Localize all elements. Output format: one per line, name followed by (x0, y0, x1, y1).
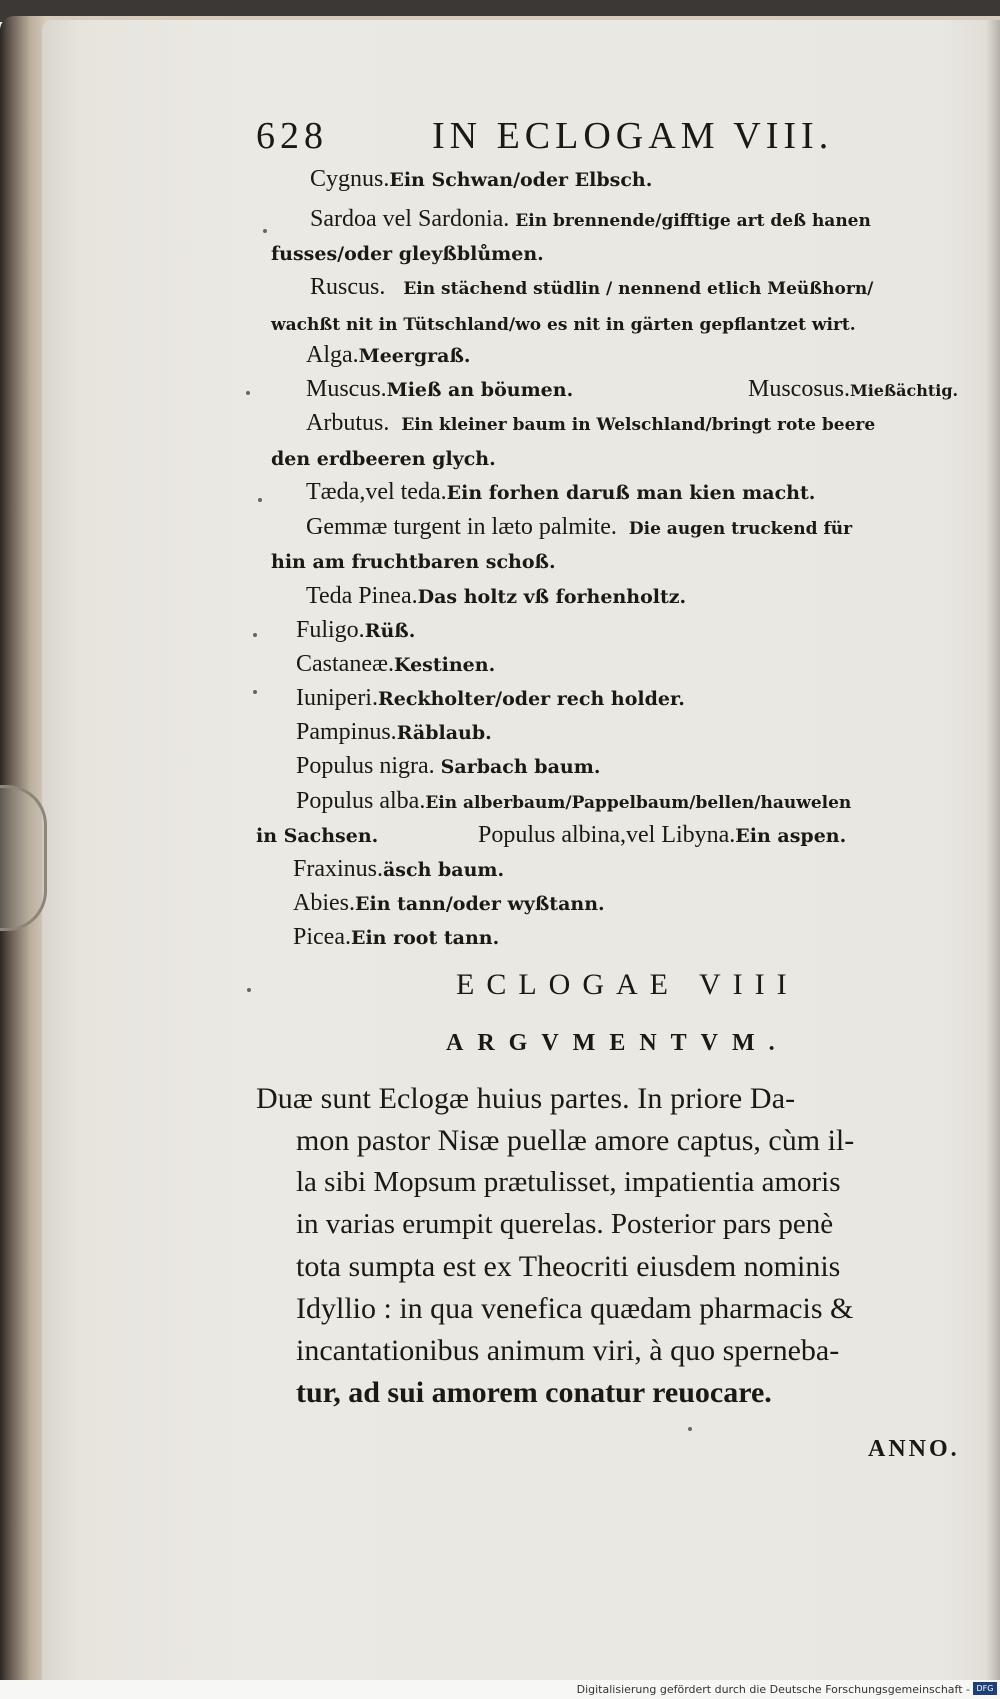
glossary-entry: Populus albina,vel Libyna.Ein aspen. (478, 822, 847, 848)
glossary-entry: den erdbeeren glych. (271, 448, 496, 470)
glossary-entry: Picea.Ein root tann. (293, 924, 500, 950)
glossary-entry: in Sachsen. (256, 825, 379, 847)
argument-line: Idyllio : in qua venefica quædam pharmacis & (296, 1292, 854, 1325)
section-title: ECLOGAE VIII (456, 968, 799, 1001)
page-number: 628 (256, 115, 328, 157)
running-title: IN ECLOGAM VIII. (432, 115, 834, 157)
argument-line: mon pastor Nisæ puellæ amore captus, cùm il- (296, 1124, 855, 1157)
glossary-entry: Populus nigra. Sarbach baum. (296, 753, 601, 779)
glossary-entry: Arbutus. Ein kleiner baum in Welschland/bringt rote beere (306, 410, 876, 436)
glossary-entry: Ruscus. Ein stächend stüdlin / nennend etlich Meüßhorn/ (310, 274, 874, 300)
paper-page (42, 20, 1000, 1680)
glossary-entry: Gemmæ turgent in læto palmite. Die augen truckend für (306, 514, 853, 540)
glossary-entry: Fuligo.Rüß. (296, 617, 416, 643)
dfg-logo: DFG (973, 1682, 997, 1695)
bleed-mark (247, 988, 251, 992)
glossary-entry: Tæda,vel teda.Ein forhen daruß man kien macht. (306, 479, 816, 505)
argument-line: incantationibus animum viri, à quo sperneba- (296, 1334, 840, 1367)
glossary-entry: Muscus.Mieß an böumen. (306, 376, 574, 402)
glossary-entry: Pampinus.Räblaub. (296, 719, 492, 745)
bleed-mark (258, 498, 262, 502)
argument-line: la sibi Mopsum prætulisset, impatientia amoris (296, 1166, 841, 1198)
digitization-footer (0, 1680, 1000, 1699)
gutter-shadow (986, 20, 1000, 1680)
argument-line: tur, ad sui amorem conatur reuocare. (296, 1376, 772, 1409)
catchword: ANNO. (868, 1436, 960, 1462)
page-clip (0, 785, 47, 931)
glossary-entry: Castaneæ.Kestinen. (296, 651, 496, 677)
glossary-entry: Alga.Meergraß. (306, 342, 471, 368)
glossary-entry: Iuniperi.Reckholter/oder rech holder. (296, 685, 685, 711)
bleed-mark (688, 1427, 692, 1431)
footer-credit: Digitalisierung gefördert durch die Deutsche Forschungsgemeinschaft - (576, 1683, 970, 1696)
glossary-entry: Fraxinus.äsch baum. (293, 856, 505, 882)
argument-line: in varias erumpit querelas. Posterior pars penè (296, 1208, 834, 1240)
argument-line: tota sumpta est ex Theocriti eiusdem nominis (296, 1250, 841, 1283)
glossary-entry: fusses/oder gleyßblůmen. (271, 243, 544, 265)
glossary-entry: hin am fruchtbaren schoß. (271, 551, 556, 573)
bleed-mark (263, 229, 267, 233)
argument-line: Duæ sunt Eclogæ huius partes. In priore Da- (256, 1082, 796, 1115)
section-subtitle: ARGVMENTVM. (446, 1030, 789, 1056)
glossary-entry: Cygnus.Ein Schwan/oder Elbsch. (310, 166, 653, 192)
bleed-mark (253, 690, 257, 694)
bleed-mark (253, 633, 257, 637)
glossary-entry: Muscosus.Mießächtig. (748, 376, 959, 402)
bleed-mark (246, 391, 250, 395)
glossary-entry: wachßt nit in Tütschland/wo es nit in gärten gepflantzet wirt. (271, 315, 856, 335)
glossary-entry: Sardoa vel Sardonia. Ein brennende/gifftige art deß hanen (310, 206, 871, 232)
glossary-entry: Abies.Ein tann/oder wyßtann. (293, 890, 605, 916)
glossary-entry: Teda Pinea.Das holtz vß forhenholtz. (306, 583, 687, 609)
glossary-entry: Populus alba.Ein alberbaum/Pappelbaum/bellen/hauwelen (296, 788, 852, 814)
